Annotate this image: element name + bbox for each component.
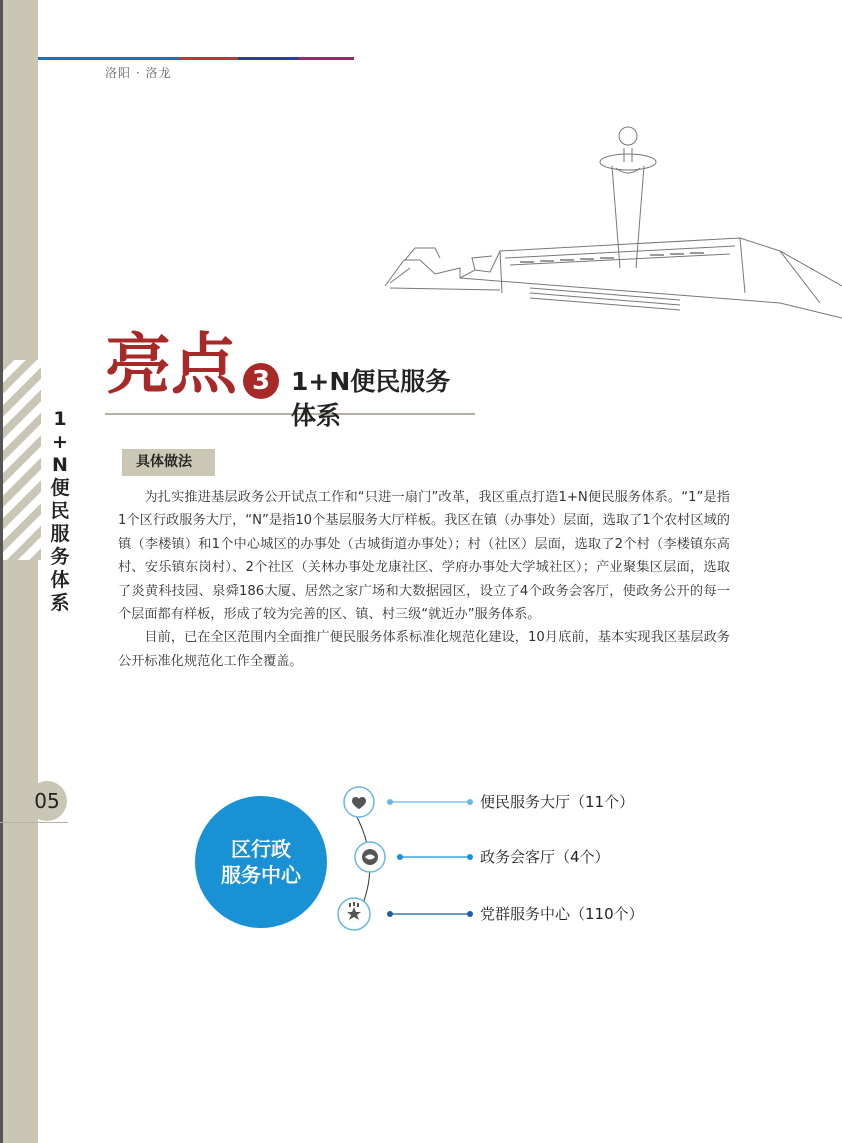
- section-tag: 具体做法: [122, 449, 215, 476]
- heart-hands-icon: [342, 785, 376, 819]
- highlight-number-badge: 3: [243, 363, 279, 399]
- highlight-subtitle: 1+N便民服务体系: [291, 367, 451, 430]
- page-number: 05: [27, 781, 67, 821]
- node-label-party-service-center: 党群服务中心（110个）: [480, 905, 644, 923]
- handshake-icon: [353, 840, 387, 874]
- top-rule-blue: [38, 57, 178, 60]
- district-service-center: [195, 796, 327, 928]
- body-text: [118, 486, 730, 673]
- side-strip: [3, 0, 38, 1143]
- building-sketch-illustration: [380, 118, 842, 333]
- center-label-line1: 区行政: [231, 837, 291, 861]
- center-label-line2: 服务中心: [221, 863, 301, 887]
- diagonal-stripes-decoration: [3, 360, 41, 560]
- top-rule-red: [178, 57, 238, 60]
- body-paragraph: 目前，已在全区范围内全面推广便民服务体系标准化规范化建设，10月底前，基本实现我区基层政务公开标准化规范化工作全覆盖。: [118, 630, 730, 669]
- body-paragraph: 为扎实推进基层政务公开试点工作和“只进一扇门”改革，我区重点打造1+N便民服务体系。“1”是指1个区行政服务大厅，“N”是指10个基层服务大厅样板。我区在镇（办事处）层面，选取了1个农村区域的镇（李楼镇）和1个中心城区的办事处（古城街道办事处）；村（社区）层面，选取了2个村（李楼镇东高村、安乐镇东岗村）、2个社区（关林办事处龙康社区、学府办事处大学城社区）；产业聚集区层面，选取了炎黄科技园、泉舜186大厦、居然之家广场和大数据园区，设立了4个政务会客厅，使政务公开的每一个层面都有样板，形成了较为完善的区、镇、村三级“就近办”服务体系。: [118, 490, 730, 623]
- top-rule-purple: [298, 57, 354, 60]
- header-location: 洛阳 · 洛龙: [105, 66, 172, 80]
- side-section-title: 1+N便民服务体系: [50, 408, 70, 614]
- party-star-icon: [336, 896, 372, 932]
- top-rule-navy: [238, 57, 298, 60]
- node-label-service-hall: 便民服务大厅（11个）: [480, 793, 635, 811]
- page-number-rule: [0, 822, 68, 823]
- highlight-title: [105, 325, 475, 430]
- node-label-government-lounge: 政务会客厅（4个）: [480, 848, 610, 866]
- highlight-label: 亮点: [105, 326, 237, 403]
